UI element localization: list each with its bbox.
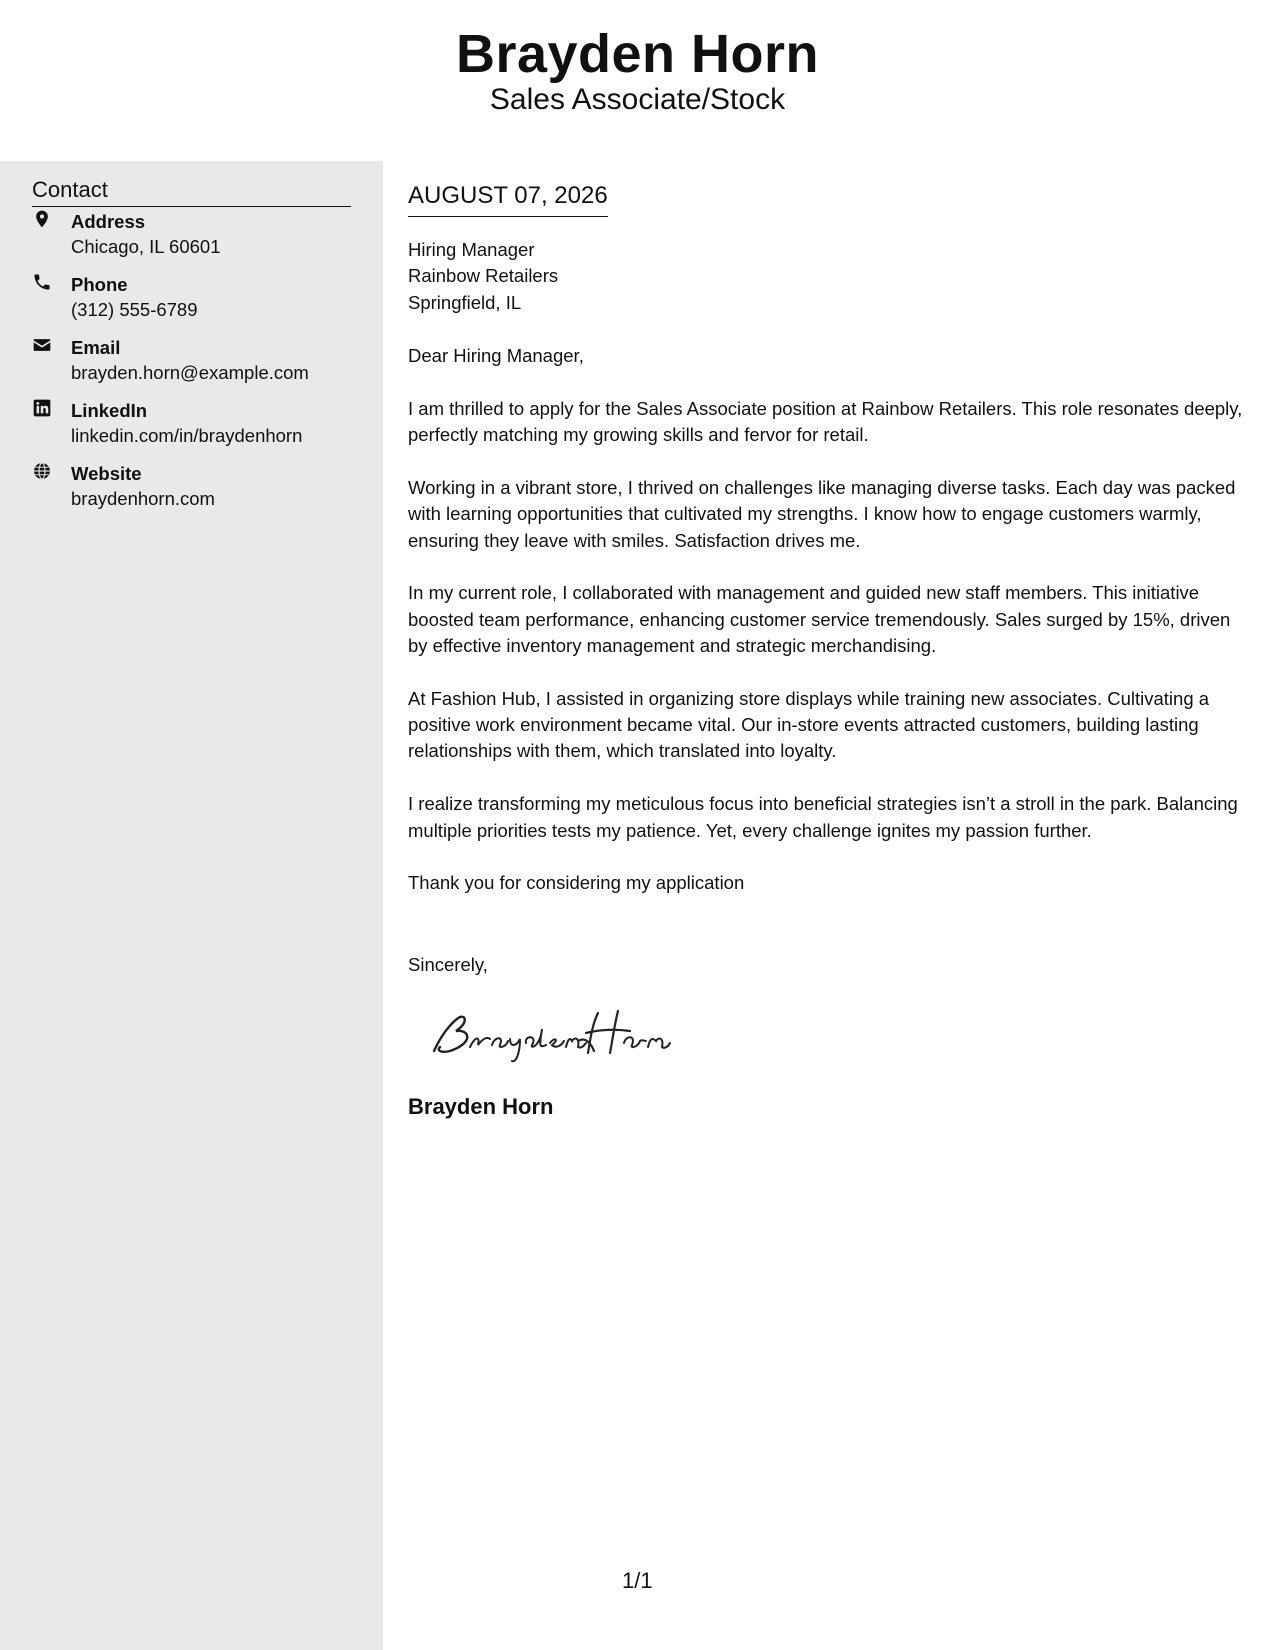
contact-item-linkedin xyxy=(32,398,362,450)
letter-date: AUGUST 07, 2026 xyxy=(408,180,608,217)
globe-icon xyxy=(32,461,54,483)
salutation: Dear Hiring Manager, xyxy=(408,345,584,366)
header xyxy=(0,0,1275,161)
contact-label: Phone xyxy=(71,274,128,295)
phone-value: (312) 555-6789 xyxy=(71,299,198,320)
recipient-line: Rainbow Retailers xyxy=(408,265,559,287)
paragraph: Thank you for considering my application xyxy=(408,872,745,894)
paragraph: I am thrilled to apply for the Sales Associate position at Rainbow Retailers. This role resonates deeply, perfectly matching my growing skills and fervor for retail. xyxy=(408,398,1243,446)
contact-label: Address xyxy=(71,211,146,232)
signature xyxy=(426,1001,676,1065)
recipient-block xyxy=(408,237,558,316)
paragraph: At Fashion Hub, I assisted in organizing store displays while training new associates. Cultivating a positive work environment became vital. Our in-store events attracted customers, building lasting relationships with them, which translated into loyalty. xyxy=(408,687,1210,762)
closing: Sincerely, xyxy=(408,954,488,975)
contact-sidebar xyxy=(0,161,383,1650)
signer-name: Brayden Horn xyxy=(408,1094,554,1119)
address-value: Chicago, IL 60601 xyxy=(71,236,221,257)
paragraph: Working in a vibrant store, I thrived on challenges like managing diverse tasks. Each day was packed with learning opportunities that cultivated my strengths. I know how to engage customers warmly, ensuring they leave with smiles. Satisfaction drives me. xyxy=(408,477,1236,551)
contact-label: LinkedIn xyxy=(71,400,148,421)
signature-image xyxy=(426,1001,676,1065)
website-value: braydenhorn.com xyxy=(71,488,215,509)
contact-item-website xyxy=(32,461,362,513)
linkedin-value: linkedin.com/in/braydenhorn xyxy=(71,425,303,446)
contact-item-email xyxy=(32,335,362,387)
phone-icon xyxy=(32,272,54,294)
page-title: Brayden Horn xyxy=(455,24,820,84)
contact-label: Website xyxy=(71,463,142,484)
paragraph: I realize transforming my meticulous focus into beneficial strategies isn’t a stroll in the park. Balancing multiple priorities tests my patience. Yet, every challenge ignites my passion further. xyxy=(408,793,1238,841)
letter-paragraphs xyxy=(408,396,1248,923)
contact-label: Email xyxy=(71,337,121,358)
recipient-line: Hiring Manager xyxy=(408,239,535,260)
email-value: brayden.horn@example.com xyxy=(71,362,309,383)
envelope-icon xyxy=(32,335,54,357)
paragraph: In my current role, I collaborated with management and guided new staff members. This initiative boosted team performance, enhancing customer service tremendously. Sales surged by 15%, driven by effective inventory management and strategic merchandising. xyxy=(408,582,1231,657)
linkedin-icon xyxy=(32,398,54,420)
recipient-line: Springfield, IL xyxy=(408,291,522,313)
job-title: Sales Associate/Stock xyxy=(489,83,786,116)
contact-item-address xyxy=(32,209,362,261)
map-pin-icon xyxy=(32,209,54,231)
contact-item-phone xyxy=(32,272,362,324)
page-number: 1/1 xyxy=(622,1568,653,1593)
contact-heading: Contact xyxy=(32,175,351,207)
